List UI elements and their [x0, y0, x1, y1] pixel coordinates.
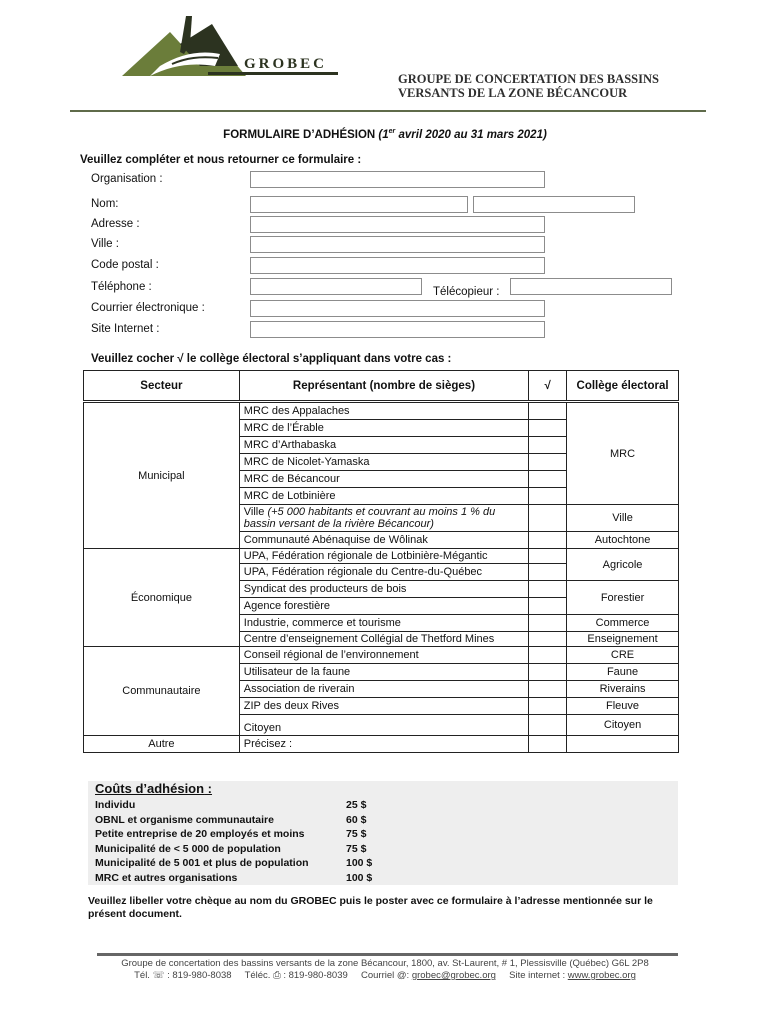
- college-forestier: Forestier: [567, 581, 679, 615]
- cost-price: 75 $: [346, 828, 367, 840]
- cost-price: 100 $: [346, 857, 373, 869]
- telephone-label: Téléphone :: [91, 281, 152, 293]
- rep-upa-centre: UPA, Fédération régionale du Centre-du-Québec: [239, 564, 528, 581]
- ville-label: Ville :: [91, 238, 119, 250]
- table-row: [84, 549, 679, 564]
- check-cell[interactable]: [529, 598, 567, 615]
- nom-label: Nom:: [91, 198, 119, 210]
- rep-industrie: Industrie, commerce et tourisme: [239, 615, 528, 632]
- check-cell[interactable]: [529, 505, 567, 532]
- college-ville: Ville: [567, 505, 679, 532]
- rep-riverain: Association de riverain: [239, 681, 528, 698]
- check-cell[interactable]: [529, 471, 567, 488]
- footer-fax: Téléc. ⎙ : 819-980-8039: [244, 970, 348, 981]
- college-mrc: MRC: [567, 402, 679, 505]
- form-title-main: FORMULAIRE D’ADHÉSION: [223, 128, 379, 141]
- header-college: Collège électoral: [567, 371, 679, 402]
- form-title-period: (1er avril 2020 au 31 mars 2021): [378, 128, 547, 141]
- organisation-label: Organisation :: [91, 173, 163, 185]
- rep-mrc-becancour: MRC de Bécancour: [239, 471, 528, 488]
- rep-cegep-thetford: Centre d’enseignement Collégial de Thetford Mines: [239, 632, 528, 647]
- cost-price: 25 $: [346, 799, 367, 811]
- costs-title: Coûts d’adhésion :: [95, 781, 213, 796]
- cost-price: 100 $: [346, 872, 373, 884]
- check-cell[interactable]: [529, 488, 567, 505]
- check-cell[interactable]: [529, 615, 567, 632]
- check-cell[interactable]: [529, 664, 567, 681]
- cost-label: Municipalité de < 5 000 de population: [95, 843, 281, 855]
- check-intro: Veuillez cocher √ le collège électoral s’appliquant dans votre cas :: [91, 353, 452, 365]
- adresse-label: Adresse :: [91, 218, 140, 230]
- table-row: [84, 736, 679, 753]
- cost-label: Individu: [95, 799, 136, 811]
- footer-site-label: Site internet :: [509, 970, 568, 981]
- rep-wolinak: Communauté Abénaquise de Wôlinak: [239, 532, 528, 549]
- college-table: [83, 370, 679, 753]
- check-cell[interactable]: [529, 420, 567, 437]
- footer-email-label: Courriel @:: [360, 970, 412, 981]
- check-cell[interactable]: [529, 564, 567, 581]
- sector-municipal: Municipal: [84, 402, 240, 549]
- costs-panel: [88, 781, 678, 885]
- cost-price: 75 $: [346, 843, 367, 855]
- org-name: [398, 72, 659, 100]
- footer-rule: [97, 953, 678, 956]
- rep-mrc-nicolet: MRC de Nicolet-Yamaska: [239, 454, 528, 471]
- header-check: √: [529, 371, 567, 402]
- prenom-input[interactable]: [473, 196, 635, 213]
- rep-agence-forestiere: Agence forestière: [239, 598, 528, 615]
- check-cell[interactable]: [529, 437, 567, 454]
- courriel-label: Courrier électronique :: [91, 302, 205, 314]
- org-name-line1: GROUPE DE CONCERTATION DES BASSINS: [398, 72, 659, 86]
- footer-contacts: [0, 970, 770, 982]
- rep-mrc-appalaches: MRC des Appalaches: [239, 402, 528, 420]
- rep-mrc-arthabaska: MRC d’Arthabaska: [239, 437, 528, 454]
- college-fleuve: Fleuve: [567, 698, 679, 715]
- check-cell[interactable]: [529, 698, 567, 715]
- check-cell[interactable]: [529, 736, 567, 753]
- check-cell[interactable]: [529, 402, 567, 420]
- site-input[interactable]: [250, 321, 545, 338]
- college-faune: Faune: [567, 664, 679, 681]
- rep-mrc-lotbiniere: MRC de Lotbinière: [239, 488, 528, 505]
- org-name-line2: VERSANTS DE LA ZONE BÉCANCOUR: [398, 86, 628, 100]
- footer-address: Groupe de concertation des bassins versants de la zone Bécancour, 1800, av. St-Laurent, # 1, Plessisville (Québec) G6L 2P8: [121, 958, 649, 969]
- college-commerce: Commerce: [567, 615, 679, 632]
- sector-communautaire: Communautaire: [84, 647, 240, 736]
- table-row: [84, 647, 679, 664]
- check-cell[interactable]: [529, 581, 567, 598]
- footer-site-link[interactable]: www.grobec.org: [567, 970, 636, 981]
- college-citoyen: Citoyen: [567, 715, 679, 736]
- telephone-input[interactable]: [250, 278, 422, 295]
- code-postal-input[interactable]: [250, 257, 545, 274]
- table-header-row: [84, 371, 679, 402]
- rep-upa-lotbiniere: UPA, Fédération régionale de Lotbinière-Mégantic: [239, 549, 528, 564]
- cost-label: Municipalité de 5 001 et plus de population: [95, 857, 309, 869]
- rep-faune: Utilisateur de la faune: [239, 664, 528, 681]
- cost-label: OBNL et organisme communautaire: [95, 814, 274, 826]
- college-empty: [567, 736, 679, 753]
- table-row: [84, 402, 679, 420]
- college-agricole: Agricole: [567, 549, 679, 581]
- check-cell[interactable]: [529, 549, 567, 564]
- form-intro: Veuillez compléter et nous retourner ce formulaire :: [80, 154, 362, 166]
- check-cell[interactable]: [529, 454, 567, 471]
- adresse-input[interactable]: [250, 216, 545, 233]
- rep-mrc-erable: MRC de l’Érable: [239, 420, 528, 437]
- header-secteur: Secteur: [84, 371, 240, 402]
- logo-text: GROBEC: [244, 56, 328, 72]
- check-cell[interactable]: [529, 715, 567, 736]
- college-riverains: Riverains: [567, 681, 679, 698]
- site-label: Site Internet :: [91, 323, 160, 335]
- rep-cre: Conseil régional de l’environnement: [239, 647, 528, 664]
- telecopieur-input[interactable]: [510, 278, 672, 295]
- college-enseignement: Enseignement: [567, 632, 679, 647]
- payment-note: Veuillez libeller votre chèque au nom du GROBEC puis le poster avec ce formulaire à l’adresse mentionnée sur le présent document.: [88, 895, 653, 920]
- cost-label: MRC et autres organisations: [95, 872, 238, 884]
- check-cell[interactable]: [529, 681, 567, 698]
- college-cre: CRE: [567, 647, 679, 664]
- header-rule: [70, 110, 706, 112]
- sector-autre: Autre: [84, 736, 240, 753]
- ville-input[interactable]: [250, 236, 545, 253]
- header-representant: Représentant (nombre de sièges): [239, 371, 528, 402]
- code-postal-label: Code postal :: [91, 259, 159, 271]
- college-autochtone: Autochtone: [567, 532, 679, 549]
- grobec-logo: [120, 14, 350, 90]
- rep-syndicat-bois: Syndicat des producteurs de bois: [239, 581, 528, 598]
- rep-ville: Ville (+5 000 habitants et couvrant au moins 1 % du bassin versant de la rivière Bécancour): [239, 505, 528, 532]
- organisation-input[interactable]: [250, 171, 545, 188]
- check-cell[interactable]: [529, 647, 567, 664]
- telecopieur-label: Télécopieur :: [433, 286, 500, 298]
- footer-email-link[interactable]: grobec@grobec.org: [411, 970, 496, 981]
- nom-input[interactable]: [250, 196, 468, 213]
- rep-citoyen: Citoyen: [239, 715, 528, 736]
- rep-precisez[interactable]: Précisez :: [239, 736, 528, 753]
- mountain-logo-icon: [120, 14, 350, 90]
- courriel-input[interactable]: [250, 300, 545, 317]
- sector-economique: Économique: [84, 549, 240, 647]
- cost-label: Petite entreprise de 20 employés et moins: [95, 828, 305, 840]
- cost-price: 60 $: [346, 814, 367, 826]
- check-cell[interactable]: [529, 532, 567, 549]
- footer-tel: Tél. ☏ : 819-980-8038: [134, 970, 232, 981]
- check-cell[interactable]: [529, 632, 567, 647]
- form-title: [0, 128, 770, 141]
- rep-zip: ZIP des deux Rives: [239, 698, 528, 715]
